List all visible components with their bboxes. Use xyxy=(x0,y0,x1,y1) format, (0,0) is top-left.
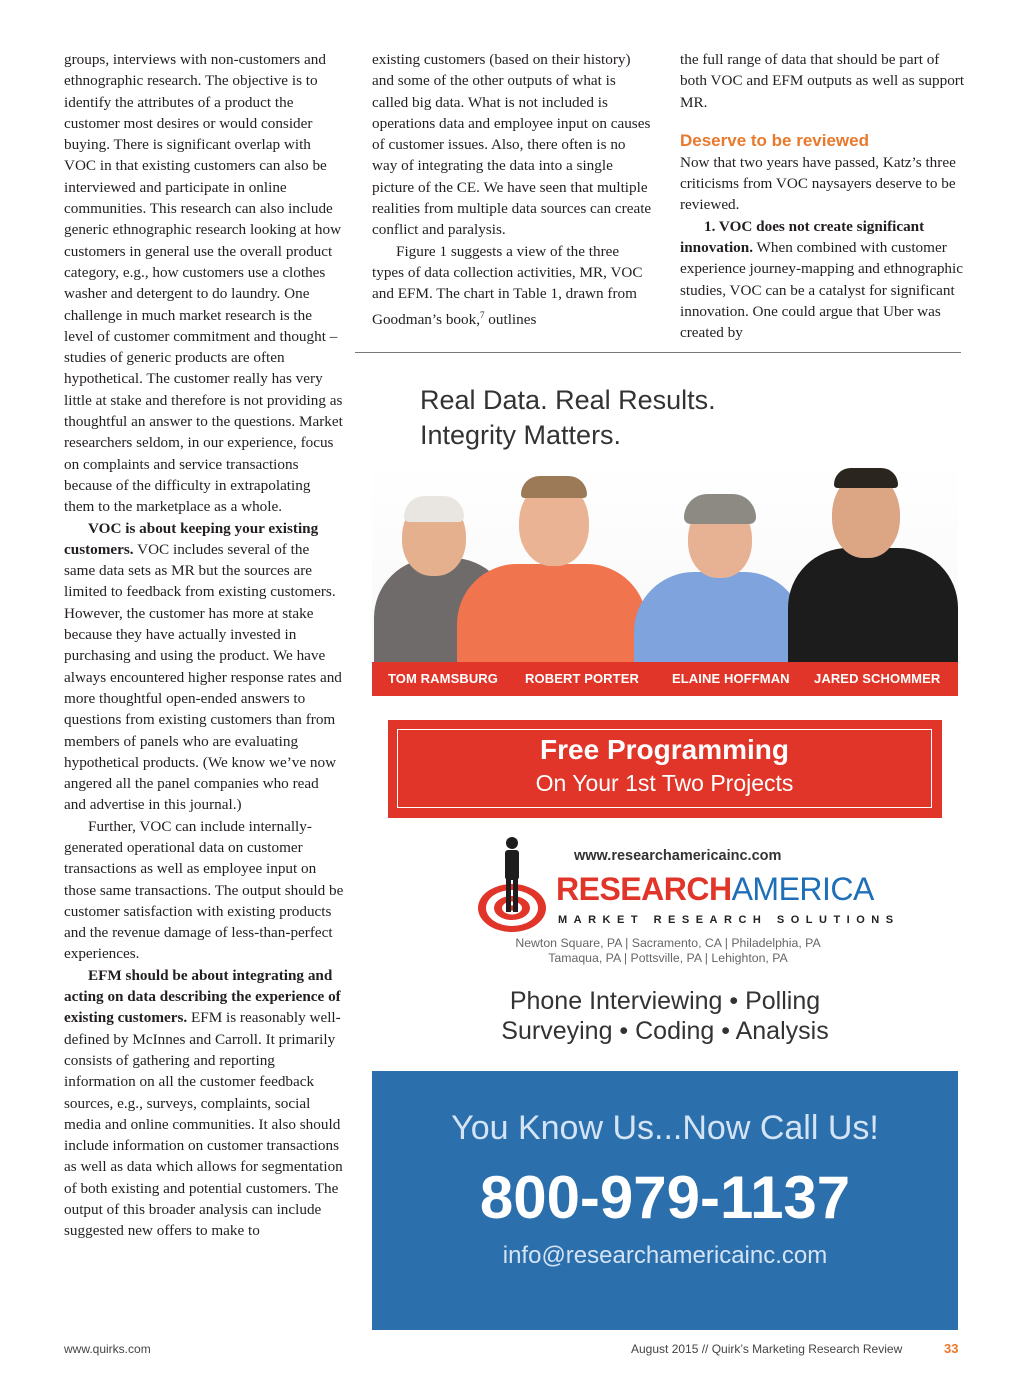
paragraph: groups, interviews with non-customers and ethnographic research. The objective is to identify the attributes of a product the customer most desires or would consider buying. There is significant overlap with VOC in that existing customers can also be interviewed and participate in online communities. This research can also include generic ethnographic research looking at how customers in general use the overall product category, e.g., how customers use a clothes washer and detergent to do laundry. One challenge in much market research is the level of customer commitment and thought – studies of generic products are often hypothetical. The customer really has very little at stake and therefore is not providing as thoughtful an answer to the questions. Market researchers seldom, in our experience, focus on complaints and service transactions because of the difficulty in extrapolating them to the marketplace as a whole. xyxy=(64,51,343,516)
research-america-ad xyxy=(372,366,958,1330)
paragraph-text: When combined with customer experience journey-mapping and ethnographic studies, VOC can be a catalyst for significant innovation. One could argue that Uber was created by xyxy=(680,239,963,342)
paragraph: Further, VOC can include internally-generated operational data on customer transactions as well as employee input on those same transactions. The output should be customer satisfaction with existing products and the revenue damage of less-than-perfect experiences. xyxy=(64,817,344,963)
headline-line: Integrity Matters. xyxy=(420,420,622,450)
ad-headline xyxy=(420,383,716,453)
section-heading: Deserve to be reviewed xyxy=(680,130,869,150)
team-names-bar xyxy=(372,662,958,696)
headline-line: Real Data. Real Results. xyxy=(420,385,716,415)
office-locations: Tamaqua, PA | Pottsville, PA | Lehighton, PA xyxy=(548,951,788,965)
paragraph-text: Figure 1 suggests a view of the three types of data collection activities, MR, VOC and EFM. The chart in Table 1, drawn from Goodman’s book, xyxy=(372,242,643,328)
footer-issue: August 2015 // Quirk’s Marketing Research Review xyxy=(631,1342,903,1356)
person-photo xyxy=(457,458,647,688)
contact-email: info@researchamericainc.com xyxy=(502,1242,828,1269)
ad-website: www.researchamericainc.com xyxy=(574,848,782,864)
team-name: ROBERT PORTER xyxy=(525,671,639,686)
run-in-heading: EFM should be about integrating and acting on data describing the experience of existing customers. xyxy=(64,966,341,1027)
logo-research: RESEARCH xyxy=(556,871,732,907)
footnote-ref: 7 xyxy=(480,309,485,320)
person-photo xyxy=(784,458,958,688)
paragraph xyxy=(680,216,965,344)
call-to-action: You Know Us...Now Call Us! xyxy=(451,1109,879,1147)
promo-border xyxy=(397,729,932,808)
person-photo xyxy=(634,458,804,688)
office-locations: Newton Square, PA | Sacramento, CA | Philadelphia, PA xyxy=(515,936,821,950)
team-name: JARED SCHOMMER xyxy=(814,671,941,686)
page-number: 33 xyxy=(944,1341,959,1356)
logo-tagline: MARKET RESEARCH SOLUTIONS xyxy=(558,914,900,926)
team-name: TOM RAMSBURG xyxy=(388,671,499,686)
team-photo xyxy=(372,458,958,688)
paragraph-text: EFM is reasonably well-defined by McInnes and Carroll. It primarily consists of gathering and reporting information on all the customer feedback sources, e.g., surveys, complaints, social media and online communities. It also should include information on customer transactions as well as data which allows for segmentation of both existing and potential customers. The output of this broader analysis can include suggested new offers to make to xyxy=(64,1009,343,1240)
run-in-heading: 1. VOC does not create significant innovation. xyxy=(680,217,925,257)
paragraph: existing customers (based on their history) and some of the other outputs of what is called big data. What is not included is operations data and employee input on causes of customer issues. Also, there often is no way of integrating the data into a single picture of the CE. We have seen that multiple realities from multiple data sources can create conflict and paralysis. xyxy=(372,51,652,239)
services-line: Surveying • Coding • Analysis xyxy=(501,1017,829,1045)
promo-subtitle: On Your 1st Two Projects xyxy=(535,770,794,796)
paragraph xyxy=(372,241,652,330)
article-column-2 xyxy=(372,49,652,330)
phone-number: 800-979-1137 xyxy=(479,1164,851,1231)
promo-title: Free Programming xyxy=(540,734,789,765)
paragraph: the full range of data that should be part of both VOC and EFM outputs as well as support MR. xyxy=(680,51,965,111)
article-column-1 xyxy=(64,49,344,1242)
businessman-figure-icon xyxy=(500,836,524,916)
paragraph xyxy=(64,965,344,1242)
logo-america: AMERICA xyxy=(731,871,874,907)
promo-box xyxy=(388,720,942,818)
run-in-heading: VOC is about keeping your existing customers. xyxy=(64,519,319,558)
paragraph-text: outlines xyxy=(484,310,537,328)
footer-site: www.quirks.com xyxy=(64,1342,151,1356)
contact-panel xyxy=(372,1071,958,1330)
article-column-3 xyxy=(680,49,965,344)
ad-divider xyxy=(355,352,961,353)
paragraph xyxy=(64,518,344,816)
services-line: Phone Interviewing • Polling xyxy=(509,987,821,1015)
paragraph-text: VOC includes several of the same data sets as MR but the sources are limited to feedback from existing customers. However, the customer has more at stake because they have actually invested in purchasing and using the product. We have always encountered higher response rates and more thoughtful open-ended answers to questions from existing customers than from members of panels who are evaluating hypothetical products. (We know we’ve now angered all the panel companies who read and advertise in this journal.) xyxy=(64,540,342,814)
team-name: ELAINE HOFFMAN xyxy=(672,671,790,686)
paragraph: Now that two years have passed, Katz’s three criticisms from VOC naysayers deserve to be reviewed. xyxy=(680,153,956,214)
research-america-logo xyxy=(556,871,874,908)
